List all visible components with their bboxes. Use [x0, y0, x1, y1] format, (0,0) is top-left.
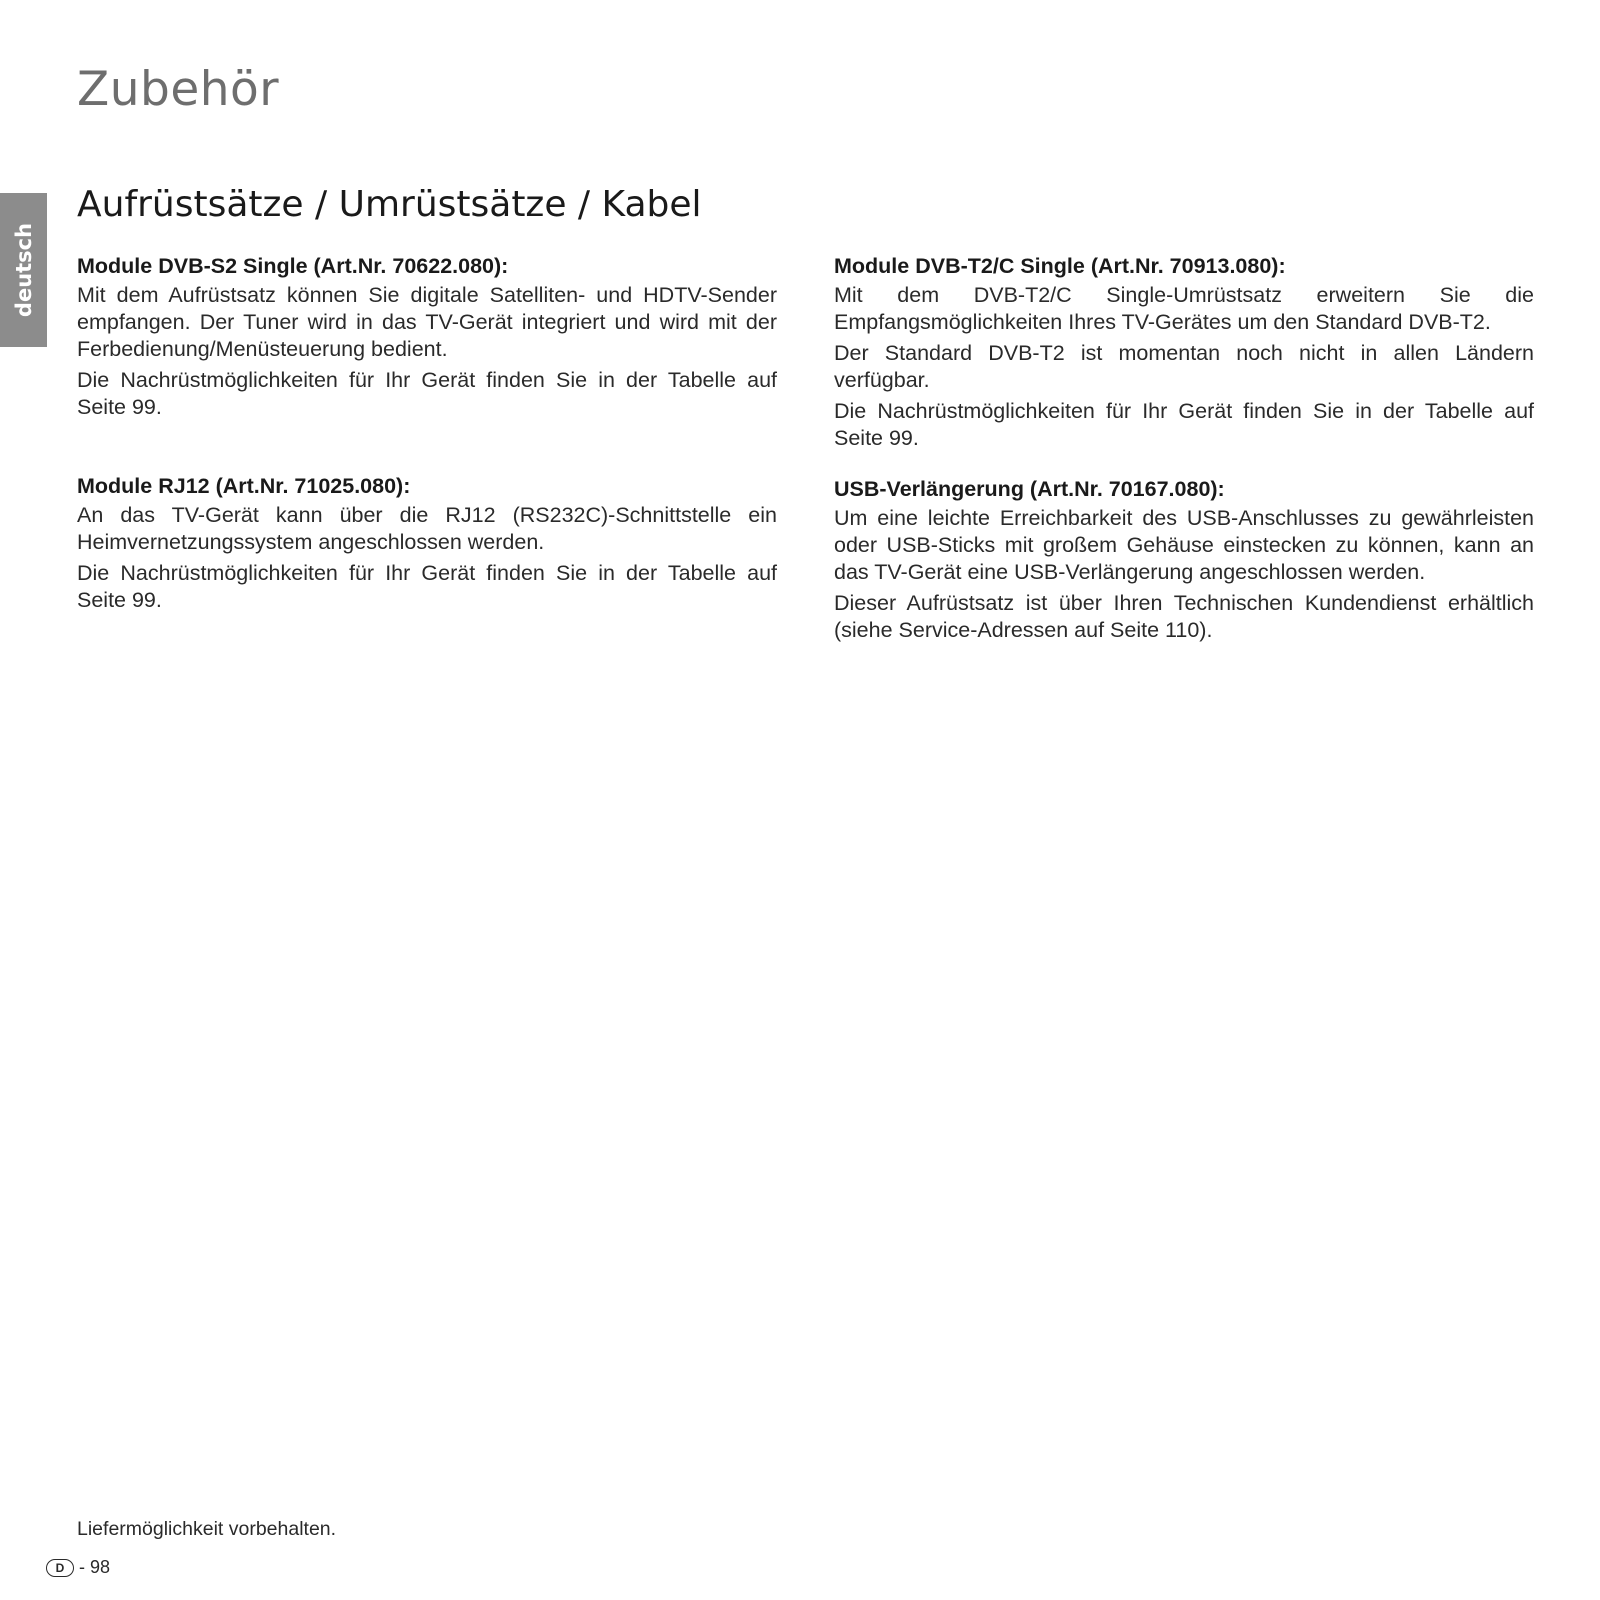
availability-note: Liefermöglichkeit vorbehalten.	[77, 1518, 337, 1540]
page-number: - 98	[79, 1557, 111, 1577]
language-tab	[0, 193, 47, 347]
article-usb-extension	[834, 476, 1534, 648]
article-paragraph: Der Standard DVB-T2 ist momentan noch nicht in allen Ländern verfügbar.	[834, 341, 1534, 392]
article-paragraph: Die Nachrüstmöglichkeiten für Ihr Gerät finden Sie in der Tabelle auf Seite 99.	[834, 399, 1534, 450]
article-paragraph: Dieser Aufrüstsatz ist über Ihren Technischen Kundendienst erhältlich (siehe Service-Adressen auf Seite 110).	[834, 591, 1534, 642]
article-paragraph: An das TV-Gerät kann über die RJ12 (RS232C)-Schnittstelle ein Heimvernetzungssystem angeschlossen werden.	[77, 503, 777, 554]
page-footer	[46, 1557, 110, 1578]
article-paragraph: Die Nachrüstmöglichkeiten für Ihr Gerät finden Sie in der Tabelle auf Seite 99.	[77, 368, 777, 419]
article-paragraph: Mit dem Aufrüstsatz können Sie digitale Satelliten- und HDTV-Sender empfangen. Der Tuner wird in das TV-Gerät integriert und wird mit der Ferbedienung/Menüsteuerung bedient.	[77, 283, 777, 361]
article-heading: Module RJ12 (Art.Nr. 71025.080):	[77, 474, 411, 498]
article-paragraph: Mit dem DVB-T2/C Single-Umrüstsatz erweitern Sie die Empfangsmöglichkeiten Ihres TV-Gerätes um den Standard DVB-T2.	[834, 283, 1534, 334]
article-heading: Module DVB-S2 Single (Art.Nr. 70622.080):	[77, 254, 509, 278]
article-paragraph: Um eine leichte Erreichbarkeit des USB-Anschlusses zu gewährleisten oder USB-Sticks mit großem Gehäuse einstecken zu können, kann an das TV-Gerät eine USB-Verlängerung angeschlossen werden.	[834, 506, 1534, 584]
article-heading: Module DVB-T2/C Single (Art.Nr. 70913.080):	[834, 254, 1286, 278]
article-dvb-s2-module	[77, 253, 777, 425]
article-paragraph: Die Nachrüstmöglichkeiten für Ihr Gerät finden Sie in der Tabelle auf Seite 99.	[77, 561, 777, 612]
page-title: Zubehör	[77, 62, 280, 117]
language-tab-label: deutsch	[11, 222, 36, 318]
article-rj12-module	[77, 473, 777, 618]
article-heading: USB-Verlängerung (Art.Nr. 70167.080):	[834, 477, 1225, 501]
article-dvb-t2-module	[834, 253, 1534, 456]
section-title: Aufrüstsätze / Umrüstsätze / Kabel	[77, 184, 702, 225]
country-badge: D	[46, 1559, 74, 1577]
